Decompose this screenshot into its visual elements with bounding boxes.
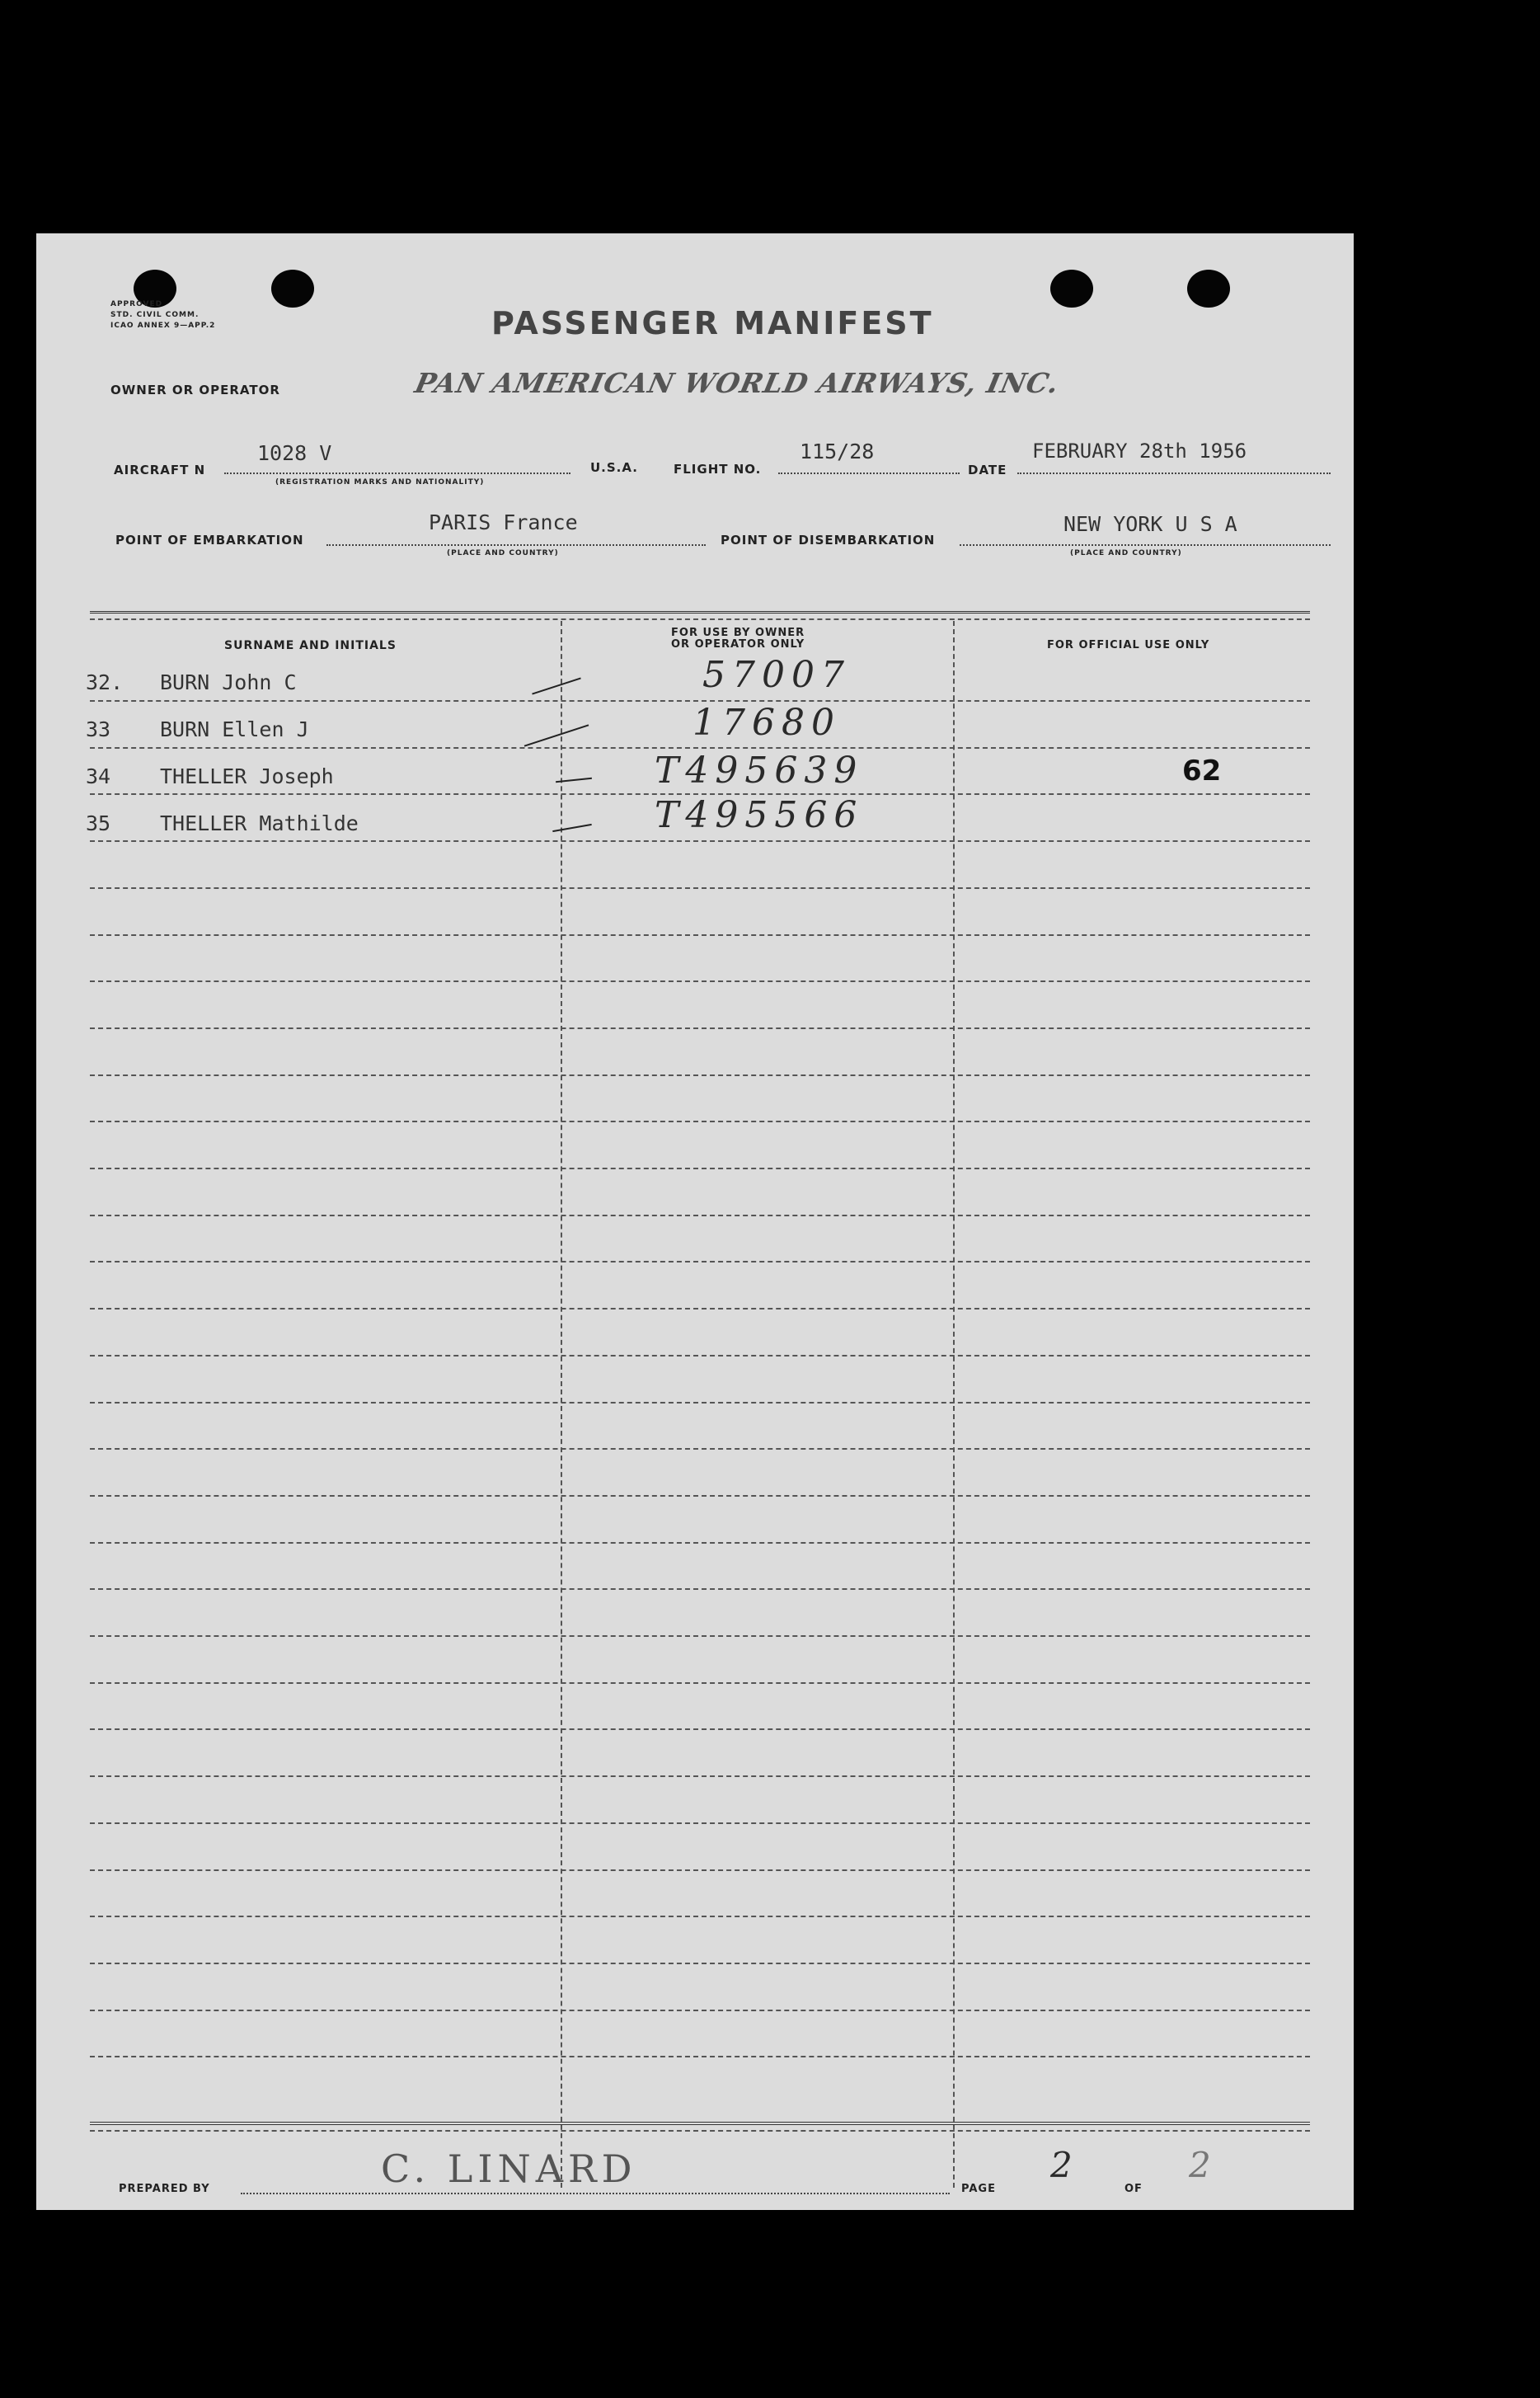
check-mark [556,778,592,783]
manifest-sheet [36,233,1354,2210]
ruled-line [90,1027,1310,1029]
ruled-line [90,1728,1310,1730]
ruled-line [90,1963,1310,1964]
date-line [1017,473,1331,474]
page-total: 2 [1189,2145,1211,2185]
ruled-line [90,1588,1310,1590]
passenger-name: BURN Ellen J [160,717,309,741]
column-header-owner-line: FOR USE BY OWNER [671,627,805,639]
passenger-name: BURN John C [160,670,297,694]
ticket-number: 17680 [693,702,841,744]
embarkation-label: POINT OF EMBARKATION [115,533,304,548]
passenger-number: 35 [86,811,111,835]
page-label: PAGE [961,2183,996,2195]
aircraft-line [224,473,570,474]
ruled-line [90,1682,1310,1684]
embarkation-sublabel: (PLACE AND COUNTRY) [447,549,559,557]
ticket-number: T495566 [655,794,864,836]
table-bottom-rule-2 [90,2130,1310,2132]
form-title: PASSENGER MANIFEST [491,305,934,341]
approval-line: STD. CIVIL COMM. [110,311,200,319]
table-top-rule-2 [90,618,1310,620]
usa-label: U.S.A. [590,460,638,475]
ruled-line [90,1775,1310,1777]
approval-line: ICAO ANNEX 9—APP.2 [110,322,216,330]
aircraft-label: AIRCRAFT N [114,463,206,477]
punch-hole [1187,270,1230,308]
passenger-name: THELLER Joseph [160,764,334,788]
disembarkation-value: NEW YORK U S A [1063,512,1237,536]
flight-label: FLIGHT NO. [674,462,762,477]
punch-hole [1050,270,1093,308]
table-top-rule [90,611,1310,614]
ruled-line [90,1448,1310,1450]
page-number: 2 [1050,2145,1073,2185]
table-bottom-rule [90,2122,1310,2125]
ruled-line [90,1074,1310,1076]
ruled-line [90,1542,1310,1544]
passenger-list [61,654,1347,868]
date-label: DATE [968,463,1007,477]
aircraft-sublabel: (REGISTRATION MARKS AND NATIONALITY) [275,478,485,487]
prepared-by-label: PREPARED BY [119,2183,210,2195]
aircraft-value: 1028 V [257,441,332,465]
column-header-owner-line: OR OPERATOR ONLY [671,638,805,651]
ruled-line [90,1308,1310,1309]
punch-hole [271,270,314,308]
check-mark [524,724,589,746]
owner-label: OWNER OR OPERATOR [110,383,280,397]
flight-line [778,473,960,474]
ruled-line [90,1168,1310,1169]
official-note: 62 [1182,755,1222,788]
passenger-number: 34 [86,764,111,788]
ticket-number: T495639 [655,750,864,792]
ruled-line [90,2010,1310,2011]
ruled-line [90,1261,1310,1262]
passenger-number: 33 [86,717,111,741]
ruled-line [90,1822,1310,1824]
approval-line: APPROVED [110,300,163,308]
ruled-line [90,1121,1310,1122]
column-header-owner [671,628,805,651]
embarkation-value: PARIS France [429,510,578,534]
ruled-line [90,2056,1310,2057]
operator-name: PAN AMERICAN WORLD AIRWAYS, INC. [411,367,1063,399]
ruled-line [90,1402,1310,1404]
disembarkation-sublabel: (PLACE AND COUNTRY) [1070,549,1182,557]
ruled-line [90,1355,1310,1357]
ruled-line [90,1869,1310,1871]
prepared-by-signature: C. LINARD [381,2146,637,2191]
disembarkation-label: POINT OF DISEMBARKATION [721,533,936,548]
ticket-number: 57007 [702,654,851,696]
check-mark [552,824,592,832]
embarkation-line [326,544,706,546]
of-label: OF [1124,2183,1143,2195]
flight-value: 115/28 [800,440,875,463]
column-header-surname: SURNAME AND INITIALS [224,639,397,652]
approval-stamp [110,299,215,331]
passenger-name: THELLER Mathilde [160,811,359,835]
check-mark [532,677,581,694]
ruled-line [90,1635,1310,1637]
prepared-by-line [241,2193,950,2194]
ruled-line [90,1495,1310,1497]
date-value: FEBRUARY 28th 1956 [1032,440,1247,463]
ruled-line [90,980,1310,982]
ruled-line [90,887,1310,889]
ruled-line [90,934,1310,936]
ruled-line [90,1215,1310,1216]
column-header-official: FOR OFFICIAL USE ONLY [1047,639,1210,651]
passenger-number: 32. [86,670,124,694]
disembarkation-line [960,544,1331,546]
ruled-line [90,1916,1310,1917]
